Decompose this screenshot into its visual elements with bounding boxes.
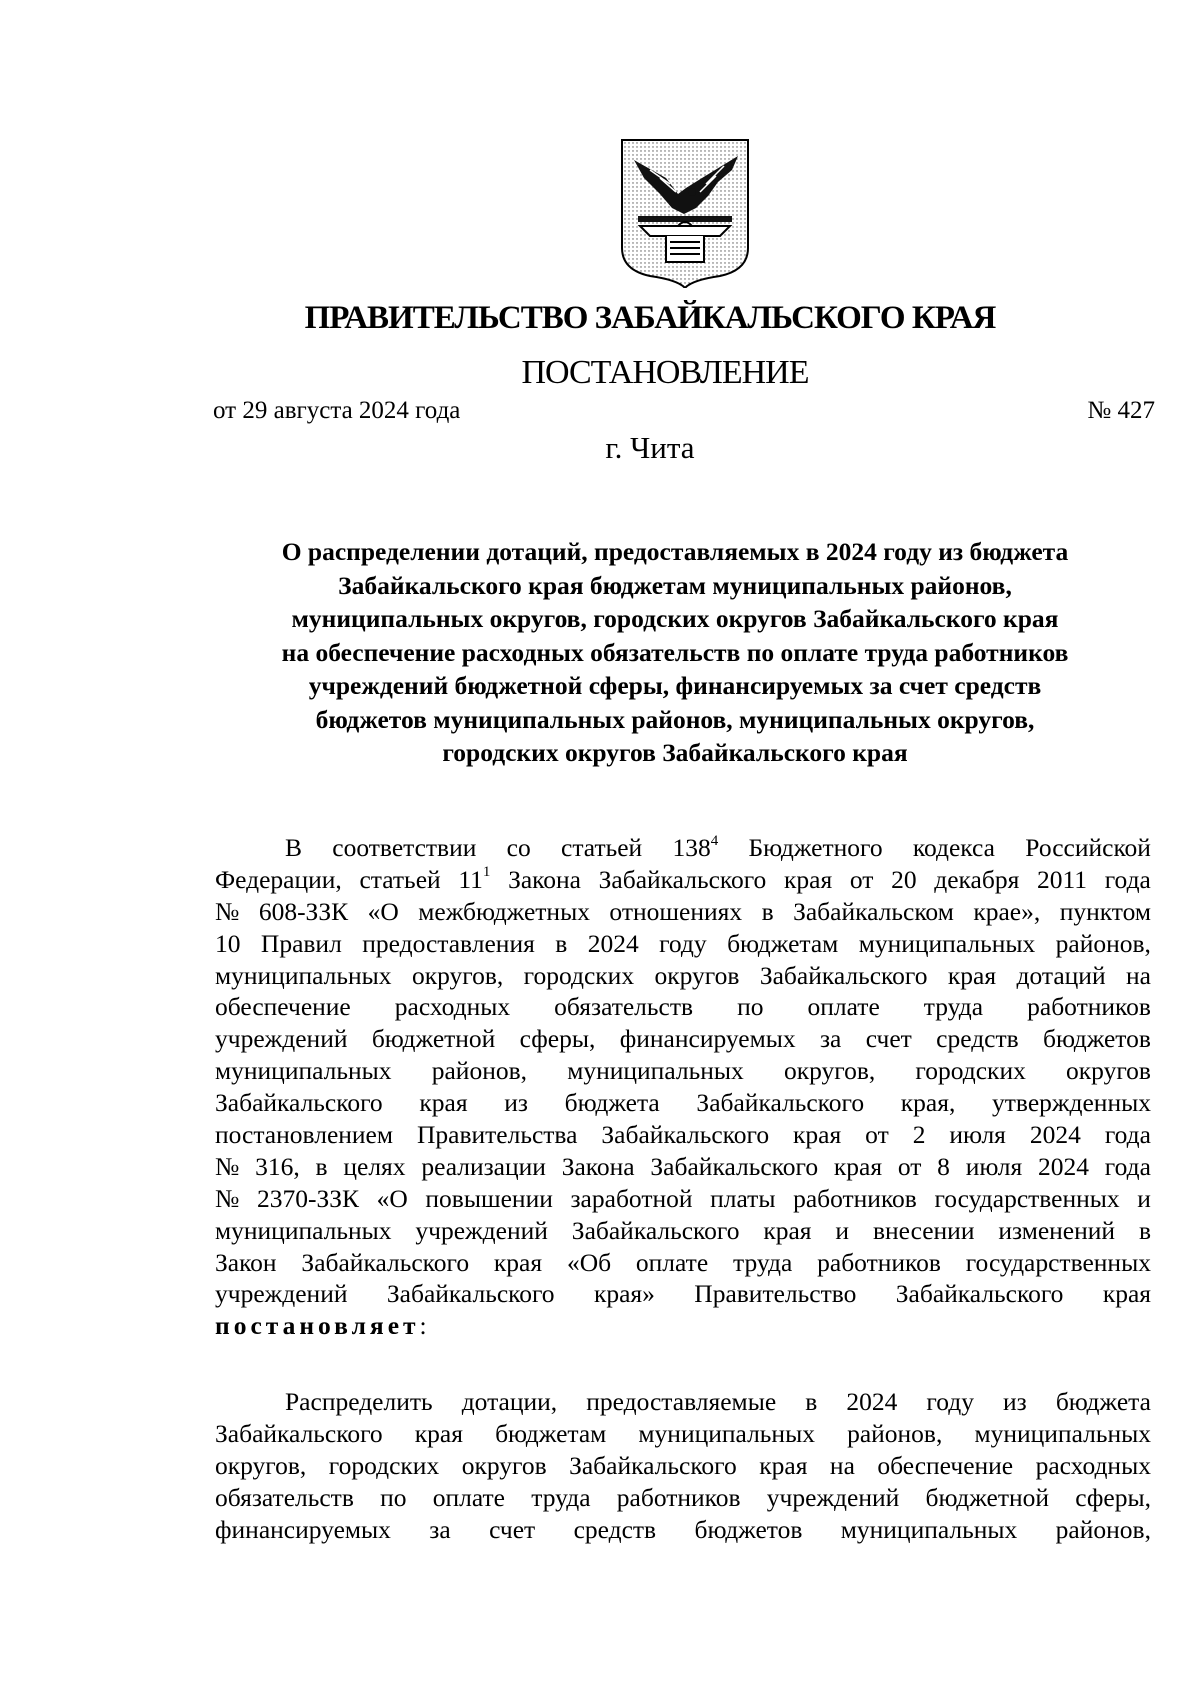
paragraph-line: № 2370-ЗЗК «О повышении заработной платы работников государственных и [215,1183,1151,1213]
resolution-paragraph [215,1386,1160,1545]
title-line: О распределении дотаций, предоставляемых в 2024 году из бюджета [281,537,1069,566]
paragraph-line: округов, городских округов Забайкальского края на обеспечение расходных [215,1450,1151,1480]
document-number: № 427 [1087,397,1155,424]
paragraph-line: муниципальных округов, городских округов Забайкальского края дотаций на [215,960,1151,990]
paragraph-line: обязательств по оплате труда работников учреждений бюджетной сферы, [215,1482,1151,1512]
paragraph-line: учреждений бюджетной сферы, финансируемых за счет средств бюджетов [215,1024,1151,1054]
title-line: городских округов Забайкальского края [442,738,908,767]
paragraph-line: № 608-ЗЗК «О межбюджетных отношениях в Забайкальском крае», пунктом [215,896,1151,926]
paragraph-line: финансируемых за счет средств бюджетов муниципальных районов, [215,1514,1151,1544]
document-city: г. Чита [605,430,695,465]
paragraph-line: Забайкальского края бюджетам муниципальных районов, муниципальных [215,1418,1151,1448]
paragraph-line: постановляет : [215,1311,427,1341]
document-type: ПОСТАНОВЛЕНИЕ [521,354,809,391]
title-line: на обеспечение расходных обязательств по оплате труда работников [281,637,1069,667]
paragraph-line: Забайкальского края из бюджета Забайкальского края, утвержденных [215,1088,1151,1118]
document-date: от 29 августа 2024 года [213,397,461,424]
title-line: муниципальных округов, городских округов Забайкальского края [291,604,1059,633]
paragraph-line: Закон Забайкальского края «Об оплате труда работников государственных [215,1247,1151,1277]
paragraph-line: Распределить дотации, предоставляемые в 2024 году из бюджета [285,1387,1151,1416]
document-title [190,535,1160,770]
title-line: бюджетов муниципальных районов, муниципальных округов, [315,704,1035,734]
organization-name: ПРАВИТЕЛЬСТВО ЗАБАЙКАЛЬСКОГО КРАЯ [304,300,996,336]
paragraph-line: постановлением Правительства Забайкальского края от 2 июля 2024 года [215,1120,1151,1150]
paragraph-line: учреждений Забайкальского края» Правительство Забайкальского края [215,1279,1151,1309]
paragraph-line: муниципальных районов, муниципальных округов, городских округов [215,1056,1151,1086]
paragraph-line: Федерации, статьей $11^1$ Закона Забайкальского края от 20 декабря 2011 года [215,864,1151,894]
preamble-paragraph [215,832,1160,1342]
paragraph-line: муниципальных учреждений Забайкальского края и внесении изменений в [215,1215,1151,1245]
coat-of-arms-emblem [620,138,750,288]
superscript: 4 [710,832,719,849]
paragraph-line: обеспечение расходных обязательств по оплате труда работников [215,992,1151,1022]
paragraph-line: В соответствии со статьей $138^4$ Бюджетного кодекса Российской [285,832,1151,862]
paragraph-line: № 316, в целях реализации Закона Забайкальского края от 8 июля 2024 года [215,1151,1151,1181]
superscript: 1 [482,864,491,881]
title-line: учреждений бюджетной сферы, финансируемых за счет средств [308,671,1042,700]
paragraph-line: 10 Правил предоставления в 2024 году бюджетам муниципальных районов, [215,928,1151,958]
resolution-word: постановляет [215,1311,420,1341]
title-line: Забайкальского края бюджетам муниципальных районов, [338,570,1012,600]
